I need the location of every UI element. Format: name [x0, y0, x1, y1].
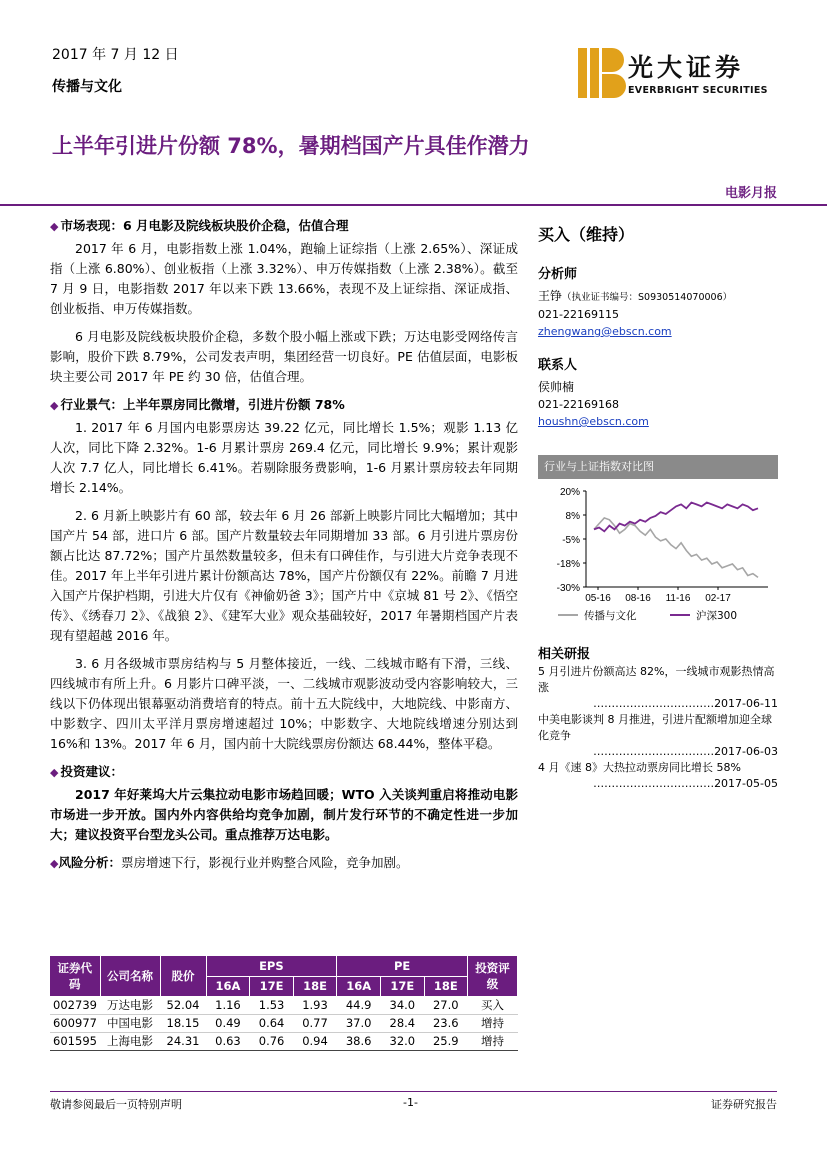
cell: 0.63 — [206, 1032, 250, 1050]
research-date: 2017-06-03 — [714, 745, 778, 758]
footer-disclaimer: 敬请参阅最后一页特别声明 — [50, 1098, 182, 1111]
paragraph: 3. 6 月各级城市票房结构与 5 月整体接近，一线、二线城市略有下滑，三线、四线城市有所上升。6 月影片口碑平淡，一、二线城市观影波动受内容影响较大，三线以下仍体现出银幕驱动消费培育的特点。前十五大院线中，大地院线、中影南方、中影数字、四川太平洋月票房增速超过 10%；中影数字、大地院线增速分别达到 16%和 13%。2017 年 6 月，国内前十大院线票房份额达 68.44%，整体平稳。 — [50, 656, 518, 751]
cell: 1.93 — [293, 996, 336, 1014]
year-head: 16A — [337, 976, 381, 996]
section-invest-title: 投资建议： — [60, 764, 123, 779]
paragraph: 1. 2017 年 6 月国内电影票房达 39.22 亿元，同比增长 1.5%；观影 1.13 亿人次，同比下降 2.32%。1-6 月累计票房 269.4 亿元，同比增长 9.9%；累计观影人次 7.7 亿人，同比增长 6.41%。若剔除服务费影响，1-6 月累计票房较去年同期增长 2.14%。 — [50, 420, 518, 495]
cell: 601595 — [50, 1032, 100, 1050]
rating: 买入（维持） — [538, 225, 635, 244]
research-date-line: ……………………………2017-05-05 — [593, 777, 778, 790]
analyst-head: 分析师 — [538, 267, 578, 282]
sector-name: 传播与文化 — [52, 79, 122, 95]
related-research — [538, 643, 778, 792]
cell: 34.0 — [381, 996, 424, 1014]
cell: 0.94 — [293, 1032, 336, 1050]
section-industry-head — [50, 395, 518, 416]
chart-plot — [538, 479, 778, 627]
cell: 增持 — [468, 1032, 518, 1050]
diamond-icon: ◆ — [50, 220, 59, 233]
cell: 万达电影 — [100, 996, 160, 1014]
contact-head: 联系人 — [538, 358, 578, 373]
research-title: 4 月《速 8》大热拉动票房同比增长 58% — [538, 761, 741, 774]
col-pe: PE — [337, 956, 468, 976]
col-price: 股价 — [160, 956, 206, 996]
cell: 32.0 — [381, 1032, 424, 1050]
research-date-line: ……………………………2017-06-11 — [593, 697, 778, 710]
cell: 37.0 — [337, 1014, 381, 1032]
col-rating: 投资评级 — [468, 956, 518, 996]
contact-email-link[interactable]: houshn@ebscn.com — [538, 415, 649, 428]
cell: 1.53 — [250, 996, 293, 1014]
cell: 中国电影 — [100, 1014, 160, 1032]
legend-label: 传播与文化 — [584, 610, 637, 622]
research-title: 5 月引进片份额高达 82%，一线城市观影热情高涨 — [538, 665, 775, 694]
index-comparison-chart — [538, 455, 778, 627]
cell: 600977 — [50, 1014, 100, 1032]
cell: 18.15 — [160, 1014, 206, 1032]
y-tick-label: -30% — [556, 583, 580, 594]
col-eps: EPS — [206, 956, 337, 976]
cell: 25.9 — [424, 1032, 467, 1050]
year-head: 17E — [250, 976, 293, 996]
col-code: 证券代码 — [50, 956, 100, 996]
paragraph: 2017 年 6 月，电影指数上涨 1.04%，跑输上证综指（上涨 2.65%）、深证成指（上涨 6.80%）、创业板指（上涨 3.32%）、申万传媒指数（上涨 2.38%）。截至 7 月 9 日，电影指数 2017 年以来下跌 13.66%，表现不及上证综指、深证成指、创业板指、申万传媒指数。 — [50, 241, 518, 316]
cell: 增持 — [468, 1014, 518, 1032]
report-date: 2017 年 7 月 12 日 — [52, 47, 179, 63]
cell: 28.4 — [381, 1014, 424, 1032]
col-name: 公司名称 — [100, 956, 160, 996]
analyst-name: 王铮 — [538, 289, 563, 303]
diamond-icon: ◆ — [50, 399, 59, 412]
cell: 0.64 — [250, 1014, 293, 1032]
cell: 23.6 — [424, 1014, 467, 1032]
cell: 上海电影 — [100, 1032, 160, 1050]
footer-report-label: 证券研究报告 — [711, 1098, 777, 1111]
stock-table — [50, 956, 518, 1051]
year-head: 17E — [381, 976, 424, 996]
table-row — [50, 996, 518, 1014]
contact-phone: 021-22169168 — [538, 398, 619, 411]
chart-title: 行业与上证指数对比图 — [538, 455, 778, 479]
cell: 买入 — [468, 996, 518, 1014]
report-title: 上半年引进片份额 78%，暑期档国产片具佳作潜力 — [52, 134, 530, 158]
research-date: 2017-06-11 — [714, 697, 778, 710]
year-head: 16A — [206, 976, 250, 996]
list-item[interactable] — [538, 760, 778, 792]
legend-label: 沪深300 — [696, 610, 738, 622]
sidebar — [538, 222, 778, 430]
main-content — [50, 216, 518, 876]
cell: 24.31 — [160, 1032, 206, 1050]
section-market-head — [50, 216, 518, 237]
research-title: 中美电影谈判 8 月推进，引进片配额增加迎全球化竞争 — [538, 713, 772, 742]
cell: 52.04 — [160, 996, 206, 1014]
paragraph: 6 月电影及院线板块股价企稳，多数个股小幅上涨或下跌；万达电影受网络传言影响，股价下跌 8.79%，公司发表声明，集团经营一切良好。PE 估值层面，电影板块主要公司 2017 年 PE 约 30 倍，估值合理。 — [50, 329, 518, 384]
risk-text: 票房增速下行，影视行业并购整合风险，竞争加剧。 — [120, 855, 409, 870]
analyst-name-line — [538, 288, 778, 306]
cell: 27.0 — [424, 996, 467, 1014]
x-tick-label: 05-16 — [585, 593, 611, 604]
list-item[interactable] — [538, 712, 778, 760]
cell: 002739 — [50, 996, 100, 1014]
table-row — [50, 1014, 518, 1032]
analyst-cert: （执业证书编号：S0930514070006） — [562, 292, 733, 303]
analyst-email-link[interactable]: zhengwang@ebscn.com — [538, 325, 672, 338]
cell: 0.49 — [206, 1014, 250, 1032]
y-tick-label: 8% — [565, 511, 580, 522]
section-invest-head — [50, 762, 518, 783]
diamond-icon: ◆ — [50, 766, 59, 779]
year-head: 18E — [424, 976, 467, 996]
year-head: 18E — [293, 976, 336, 996]
research-head: 相关研报 — [538, 647, 591, 662]
table-row — [50, 1032, 518, 1050]
cell: 0.76 — [250, 1032, 293, 1050]
analyst-phone: 021-22169115 — [538, 308, 619, 321]
diamond-icon: ◆ — [50, 857, 59, 870]
paragraph: 2. 6 月新上映影片有 60 部，较去年 6 月 26 部新上映影片同比大幅增加；其中国产片 54 部，进口片 6 部。国产片数量较去年同期增加 33 部。6 月引进片票房份额占比达 87.72%；国产片虽然数量较多，但未有口碑佳作，与引进大片竞争表现不佳。2017 年上半年引进片累计份额高达 78%，国产片份额仅有 22%。前瞻 7 月进入国产片保护档期，引进大片仅有《神偷奶爸 3》；国产片中《京城 81 号 2》、《悟空传》、《绣春刀 2》、《战狼 2》、《建军大业》观众基础较好，2017 年暑期档国产片表现有望超越 2016 年。 — [50, 508, 518, 643]
research-date-line: ……………………………2017-06-03 — [593, 745, 778, 758]
cell: 38.6 — [337, 1032, 381, 1050]
cell: 1.16 — [206, 996, 250, 1014]
x-tick-label: 08-16 — [625, 593, 651, 604]
company-name-cn: 光大证券 — [628, 53, 745, 82]
y-tick-label: -5% — [562, 535, 580, 546]
series-line-1 — [594, 518, 758, 578]
research-date: 2017-05-05 — [714, 777, 778, 790]
page-number: -1- — [403, 1096, 418, 1109]
report-type: 电影月报 — [724, 186, 777, 201]
y-tick-label: 20% — [559, 487, 580, 498]
x-tick-label: 02-17 — [705, 593, 731, 604]
risk-label: 风险分析： — [58, 855, 121, 870]
series-line-2 — [594, 503, 758, 532]
y-tick-label: -18% — [556, 559, 580, 570]
section-industry-title: 行业景气：上半年票房同比微增，引进片份额 78% — [60, 397, 345, 412]
company-name-en: EVERBRIGHT SECURITIES — [628, 85, 768, 96]
cell: 44.9 — [337, 996, 381, 1014]
paragraph-invest: 2017 年好莱坞大片云集拉动电影市场趋回暖；WTO 入关谈判重启将推动电影市场进一步开放。国内外内容供给均竞争加剧，制片发行环节的不确定性进一步加大；建议投资平台型龙头公司。重点推荐万达电影。 — [50, 787, 518, 842]
header-divider — [0, 204, 827, 206]
section-market-title: 市场表现：6 月电影及院线板块股价企稳，估值合理 — [60, 218, 349, 233]
x-tick-label: 11-16 — [665, 593, 691, 604]
contact-name: 侯帅楠 — [538, 380, 575, 394]
list-item[interactable] — [538, 664, 778, 712]
cell: 0.77 — [293, 1014, 336, 1032]
risk-line — [50, 853, 518, 874]
footer-divider — [50, 1091, 777, 1092]
